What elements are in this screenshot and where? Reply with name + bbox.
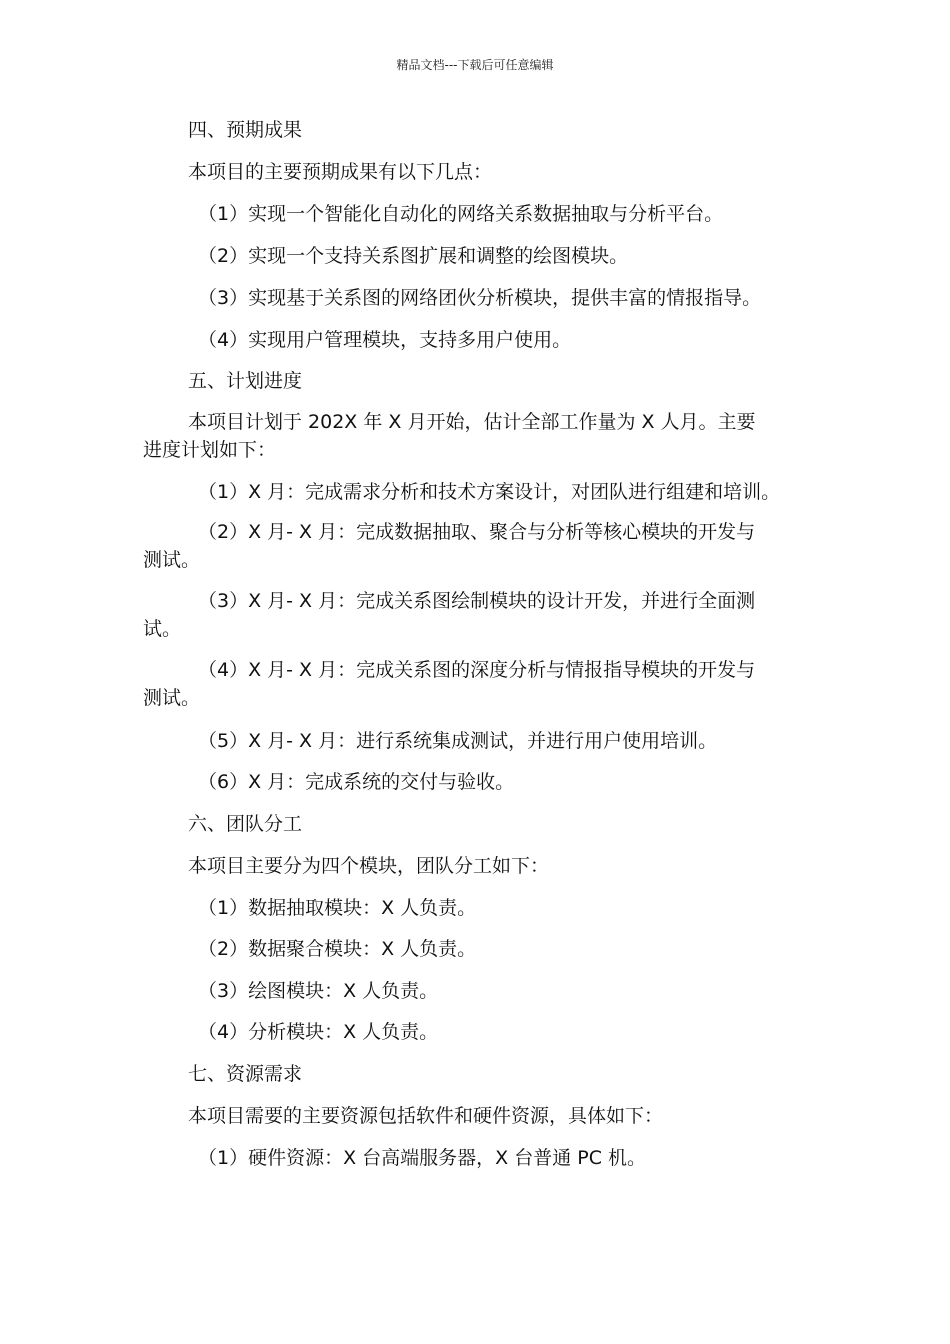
list-item: （1）数据抽取模块：X 人负责。 [198, 897, 477, 919]
list-item: （3）实现基于关系图的网络团伙分析模块，提供丰富的情报指导。 [198, 287, 762, 309]
section-intro: 本项目需要的主要资源包括软件和硬件资源，具体如下： [188, 1105, 664, 1127]
list-item-line: （3）X 月- X 月：完成关系图绘制模块的设计开发，并进行全面测 [198, 590, 756, 612]
list-item [143, 518, 803, 574]
list-item-line: （2）X 月- X 月：完成数据抽取、聚合与分析等核心模块的开发与 [198, 521, 756, 543]
list-item: （6）X 月：完成系统的交付与验收。 [198, 771, 515, 793]
page-header: 精品文档---下载后可任意编辑 [396, 58, 554, 72]
paragraph [143, 408, 803, 464]
list-item: （5）X 月- X 月：进行系统集成测试，并进行用户使用培训。 [198, 730, 718, 752]
section-heading-team: 六、团队分工 [188, 813, 303, 835]
list-item: （2）实现一个支持关系图扩展和调整的绘图模块。 [198, 245, 629, 267]
section-heading-schedule: 五、计划进度 [188, 370, 303, 392]
paragraph-line: 进度计划如下： [143, 439, 277, 461]
list-item [143, 587, 803, 643]
list-item-line: 测试。 [143, 687, 201, 709]
list-item: （1）实现一个智能化自动化的网络关系数据抽取与分析平台。 [198, 203, 724, 225]
section-intro: 本项目主要分为四个模块，团队分工如下： [188, 855, 550, 877]
list-item-line: （4）X 月- X 月：完成关系图的深度分析与情报指导模块的开发与 [198, 659, 756, 681]
list-item: （4）实现用户管理模块，支持多用户使用。 [198, 329, 572, 351]
list-item: （1）硬件资源：X 台高端服务器，X 台普通 PC 机。 [198, 1147, 647, 1169]
section-intro: 本项目的主要预期成果有以下几点： [188, 161, 493, 183]
paragraph-line: 本项目计划于 202X 年 X 月开始，估计全部工作量为 X 人月。主要 [188, 411, 756, 433]
list-item: （3）绘图模块：X 人负责。 [198, 980, 439, 1002]
list-item: （4）分析模块：X 人负责。 [198, 1021, 439, 1043]
section-heading-expected-results: 四、预期成果 [188, 119, 303, 141]
list-item-line: 试。 [143, 618, 182, 640]
list-item: （2）数据聚合模块：X 人负责。 [198, 938, 477, 960]
list-item-line: 测试。 [143, 549, 201, 571]
list-item [143, 656, 803, 712]
list-item: （1）X 月：完成需求分析和技术方案设计，对团队进行组建和培训。 [198, 481, 781, 503]
section-heading-resources: 七、资源需求 [188, 1063, 303, 1085]
